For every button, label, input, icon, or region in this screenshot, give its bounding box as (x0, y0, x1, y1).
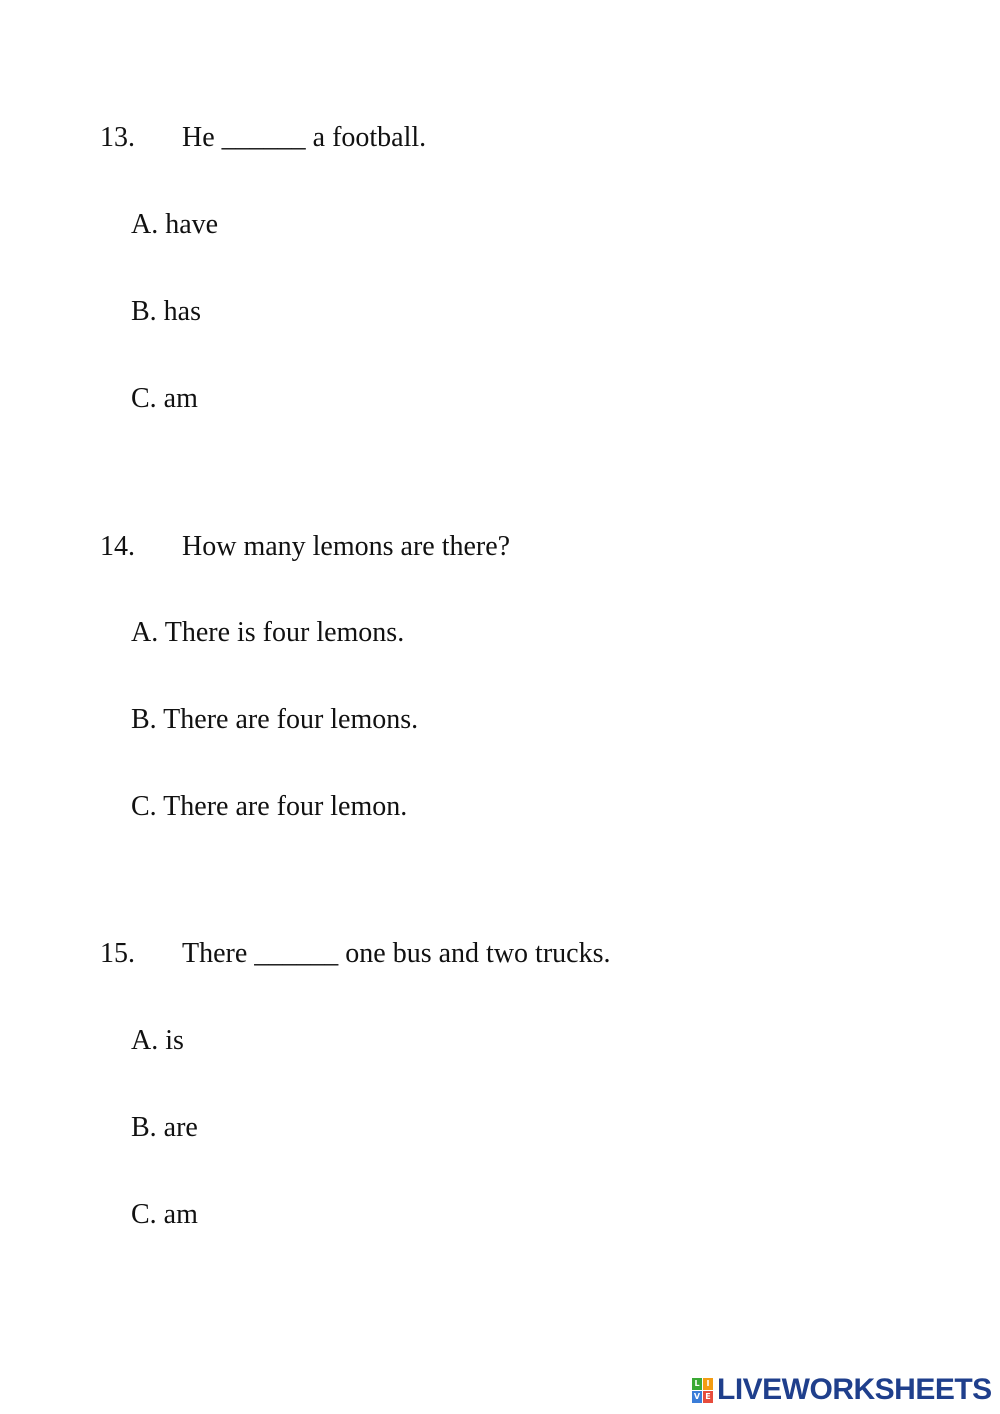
logo-icon-cell: E (703, 1391, 713, 1403)
question-13 (100, 122, 426, 154)
liveworksheets-logo (692, 1374, 992, 1406)
question-14 (100, 531, 510, 563)
question-text: There ______ one bus and two trucks. (182, 938, 611, 969)
option-13-a[interactable]: A. have (131, 209, 219, 240)
option-14-b[interactable]: B. There are four lemons. (131, 704, 419, 735)
logo-icon-cell: V (693, 1391, 701, 1401)
question-15 (100, 938, 610, 970)
liveworksheets-logo-icon (692, 1378, 713, 1403)
question-text: How many lemons are there? (182, 531, 511, 562)
question-number: 13. (100, 122, 135, 153)
question-number: 14. (100, 531, 135, 562)
question-number: 15. (100, 938, 135, 969)
option-13-b[interactable]: B. has (131, 296, 201, 327)
logo-text: LIVEWORKSHEETS (717, 1373, 992, 1406)
option-15-a[interactable]: A. is (131, 1025, 184, 1056)
question-text: He ______ a football. (182, 122, 427, 153)
logo-icon-cell: L (692, 1378, 702, 1390)
option-13-c[interactable]: C. am (131, 383, 198, 414)
option-14-a[interactable]: A. There is four lemons. (131, 617, 405, 648)
logo-icon-cell: I (703, 1378, 713, 1390)
option-15-c[interactable]: C. am (131, 1199, 198, 1230)
option-14-c[interactable]: C. There are four lemon. (131, 791, 408, 822)
option-15-b[interactable]: B. are (131, 1112, 198, 1143)
